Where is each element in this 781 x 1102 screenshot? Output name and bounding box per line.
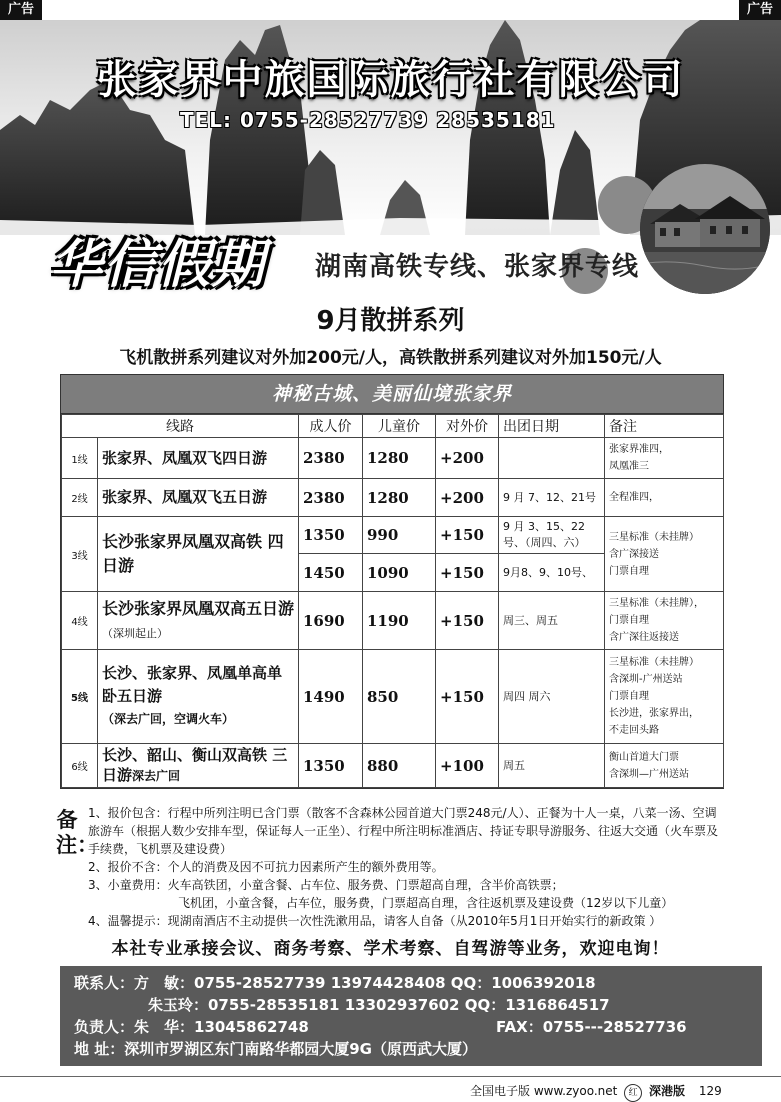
header-telephone: TEL: 0755-28527739 28535181 xyxy=(180,108,556,132)
note-line: 门票自理 xyxy=(609,691,649,702)
edition-badge-icon: 红 xyxy=(624,1084,642,1102)
village-illustration xyxy=(640,164,770,294)
fax-line: FAX：0755---28527736 xyxy=(496,1018,687,1036)
note-line: 门票自理 xyxy=(609,565,649,577)
series-title: 9月散拼系列 xyxy=(316,306,465,336)
route-name: 张家界、凤凰双飞四日游 xyxy=(98,438,299,479)
route-name xyxy=(98,592,299,650)
departure-dates: 周五 xyxy=(499,744,605,788)
note-line: 衡山首道大门票 xyxy=(609,751,679,763)
markup-price: +150 xyxy=(436,650,499,744)
note-line: 含深圳-广州送站 xyxy=(609,674,683,685)
note-line: 含深圳—广州送站 xyxy=(609,768,689,780)
child-price: 1190 xyxy=(363,592,436,650)
route-name xyxy=(98,650,299,744)
footer-divider xyxy=(0,1076,781,1077)
page-number: 129 xyxy=(698,1084,722,1098)
child-price: 1280 xyxy=(363,438,436,479)
table-row xyxy=(62,479,724,517)
row-number: 4线 xyxy=(62,592,98,650)
route-name: 长沙张家界凤凰双高铁 四日游 xyxy=(98,517,299,592)
table-row xyxy=(62,517,724,554)
adult-price: 2380 xyxy=(299,438,363,479)
row-number: 1线 xyxy=(62,438,98,479)
child-price: 850 xyxy=(363,650,436,744)
header-child: 儿童价 xyxy=(363,415,436,438)
ad-tag-left: 广告 xyxy=(0,0,42,20)
row-notes xyxy=(605,592,724,650)
markup-price: +200 xyxy=(436,479,499,517)
route-slogan: 湖南高铁专线、张家界专线 xyxy=(315,252,640,282)
contact-block xyxy=(60,966,762,1066)
row-notes xyxy=(605,517,724,592)
departure-dates: 周三、周五 xyxy=(499,592,605,650)
route-subtitle: （深圳起止） xyxy=(102,626,168,640)
row-notes xyxy=(605,744,724,788)
address-line: 地 址：深圳市罗湖区东门南路华都园大厦9G（原西武大厦） xyxy=(74,1040,477,1058)
route-subtitle: （深去广回，空调火车） xyxy=(102,712,235,726)
header-notes: 备注 xyxy=(605,415,724,438)
child-price: 990 xyxy=(363,517,436,554)
child-price: 1090 xyxy=(363,554,436,592)
row-notes xyxy=(605,479,724,517)
departure-dates: 9月8、9、10号、 xyxy=(499,554,605,592)
table-row xyxy=(62,650,724,744)
note-line: 张家界准四， xyxy=(609,444,669,455)
adult-price: 1350 xyxy=(299,744,363,788)
remark-item: 2、报价不含：个人的消费及因不可抗力因素所产生的额外费用等。 xyxy=(88,860,444,874)
note-line: 三星标准（未挂牌） xyxy=(609,657,699,668)
remark-item: 4、温馨提示：现湖南酒店不主动提供一次性洗漱用品，请客人自备（从2010年5月1日开始实行的新政策 ） xyxy=(88,914,662,928)
note-line: 含广深往返接送 xyxy=(609,632,679,643)
note-line: 长沙进，张家界出， xyxy=(609,708,699,719)
footer xyxy=(470,1082,722,1102)
company-name: 张家界中旅国际旅行社有限公司 xyxy=(96,57,685,103)
ad-tag-right: 广告 xyxy=(739,0,781,20)
adult-price: 1350 xyxy=(299,517,363,554)
row-number: 3线 xyxy=(62,517,98,592)
table-banner: 神秘古城、美丽仙境张家界 xyxy=(61,375,723,414)
note-line: 三星标准（未挂牌） xyxy=(609,531,699,543)
village-photo xyxy=(640,164,770,294)
child-price: 880 xyxy=(363,744,436,788)
business-slogan: 本社专业承接会议、商务考察、学术考察、自驾游等业务，欢迎电询！ xyxy=(111,939,670,959)
departure-dates xyxy=(499,438,605,479)
note-line: 门票自理 xyxy=(609,615,649,626)
note-line: 凤凰准三 xyxy=(609,461,649,472)
row-notes xyxy=(605,650,724,744)
child-price: 1280 xyxy=(363,479,436,517)
remarks-list xyxy=(88,804,728,930)
header-markup: 对外价 xyxy=(436,415,499,438)
remark-item: 3、小童费用：火车高铁团，小童含餐、占车位、服务费、门票超高自理，含半价高铁票； xyxy=(88,878,564,892)
markup-price: +150 xyxy=(436,592,499,650)
adult-price: 1690 xyxy=(299,592,363,650)
route-name: 张家界、凤凰双飞五日游 xyxy=(98,479,299,517)
table-row xyxy=(62,744,724,788)
contact-line-1: 联系人：方 敏：0755-28527739 13974428408 QQ：1006392018 xyxy=(74,974,596,992)
manager-line: 负责人：朱 华：13045862748 xyxy=(74,1018,309,1036)
brand-logo-text: 华信假期 xyxy=(50,235,267,295)
adult-price: 2380 xyxy=(299,479,363,517)
note-line: 全程准四， xyxy=(609,492,659,503)
footer-edition: 深港版 xyxy=(649,1084,686,1098)
route-table xyxy=(61,414,724,788)
table-header-row xyxy=(62,415,724,438)
row-number: 5线 xyxy=(62,650,98,744)
adult-price: 1450 xyxy=(299,554,363,592)
remark-item: 飞机团，小童含餐，占车位，服务费，门票超高自理，含往返机票及建设费（12岁以下儿童） xyxy=(178,896,674,910)
remark-item: 1、报价包含：行程中所列注明已含门票（散客不含森林公园首道大门票248元/人）、正餐为十人一桌，八菜一汤、空调旅游车（根据人数少安排车型，保证每人一正坐）、行程中所注明标准酒店、持证专职导游服务、往返大交通（火车票及手续费，飞机票及建设费） xyxy=(88,806,719,856)
row-number: 6线 xyxy=(62,744,98,788)
departure-dates: 周四 周六 xyxy=(499,650,605,744)
departure-dates: 9 月 3、15、22号、（周四、六） xyxy=(499,517,605,554)
note-line: 三星标准（未挂牌）， xyxy=(609,598,704,609)
route-name xyxy=(98,744,299,788)
markup-price: +150 xyxy=(436,554,499,592)
footer-website: 全国电子版 www.zyoo.net xyxy=(470,1084,618,1098)
table-row xyxy=(62,592,724,650)
remarks-label: 备注： xyxy=(56,808,98,857)
route-subtitle: 深去广回 xyxy=(132,769,181,783)
note-line: 含广深接送 xyxy=(609,548,659,560)
contact-line-2: 朱玉玲：0755-28535181 13302937602 QQ：1316864517 xyxy=(148,996,610,1014)
route-title: 长沙、韶山、衡山双高铁 三日游 xyxy=(102,746,288,784)
route-title: 长沙张家界凤凰双高五日游 xyxy=(102,598,295,618)
markup-price: +150 xyxy=(436,517,499,554)
row-number: 2线 xyxy=(62,479,98,517)
adult-price: 1490 xyxy=(299,650,363,744)
price-note: 飞机散拼系列建议对外加200元/人，高铁散拼系列建议对外加150元/人 xyxy=(119,348,662,368)
price-table xyxy=(60,374,724,789)
header-adult: 成人价 xyxy=(299,415,363,438)
markup-price: +200 xyxy=(436,438,499,479)
header-dates: 出团日期 xyxy=(499,415,605,438)
departure-dates: 9 月 7、12、21号 xyxy=(499,479,605,517)
table-row xyxy=(62,438,724,479)
note-line: 不走回头路 xyxy=(609,725,659,736)
row-notes xyxy=(605,438,724,479)
header-route: 线路 xyxy=(62,415,299,438)
markup-price: +100 xyxy=(436,744,499,788)
route-title: 长沙、张家界、凤凰单高单卧五日游 xyxy=(102,664,283,705)
